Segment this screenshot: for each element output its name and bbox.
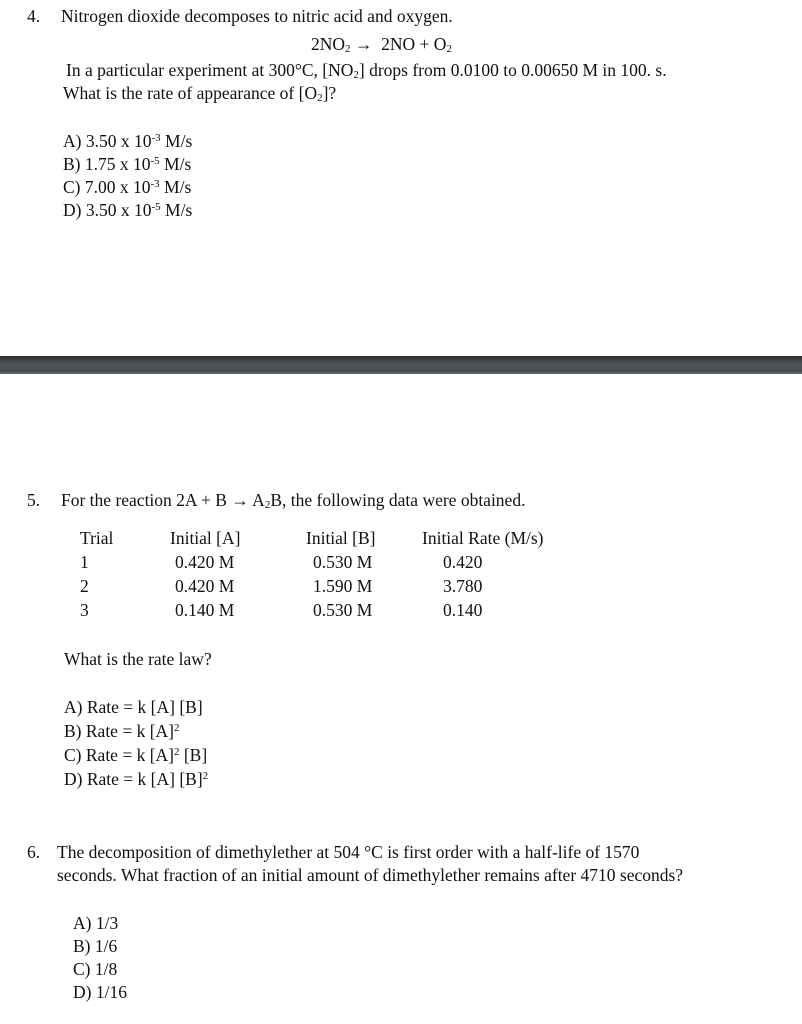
table-cell: 2 [80, 576, 89, 596]
question-prompt: What is the rate of appearance of $[O_2]$? [63, 83, 337, 104]
answer-option: A) 1/3 [73, 913, 119, 933]
question-number: 5. [27, 490, 41, 510]
answer-option: C) Rate = k $[A]^2$ [B] [64, 745, 208, 765]
answer-option: B) Rate = k $[A]^2$ [64, 721, 180, 741]
question-number: 4. [27, 6, 41, 26]
question-number: 6. [27, 842, 41, 862]
table-cell: 0.420 [443, 552, 483, 572]
question-text: For the reaction $2A + B \to A_2B$, the following data were obtained. [61, 490, 526, 511]
page-divider [0, 356, 802, 374]
table-cell: 0.140 M [175, 600, 235, 620]
question-prompt: What is the rate law? [64, 649, 212, 669]
table-cell: 1 [80, 552, 89, 572]
table-cell: 0.530 M [313, 552, 373, 572]
table-cell: 3.780 [443, 576, 483, 596]
chemical-equation: $2NO_2 \to 2NO + O_2$ [311, 34, 452, 55]
answer-option: B) 1.75 x $10^{-5}$ M/s [63, 154, 192, 174]
table-header: Initial [A] [170, 528, 241, 548]
table-cell: 0.140 [443, 600, 483, 620]
answer-option: A) 3.50 x $10^{-3}$ M/s [63, 131, 193, 151]
question-text: seconds. What fraction of an initial amount of dimethylether remains after 4710 seconds? [57, 865, 684, 885]
table-header: Initial [B] [306, 528, 376, 548]
answer-option: D) Rate = k [A] $[B]^2$ [64, 769, 209, 789]
table-header: Initial Rate (M/s) [422, 528, 544, 548]
answer-option: A) Rate = k [A] [B] [64, 697, 203, 717]
table-cell: 0.530 M [313, 600, 373, 620]
question-title: Nitrogen dioxide decomposes to nitric acid and oxygen. [61, 6, 453, 26]
question-text: In a particular experiment at 300°C, $[NO_2]$ drops from 0.0100 to 0.00650 M in 100. s. [66, 60, 667, 81]
table-header: Trial [80, 528, 114, 548]
table-cell: 3 [80, 600, 89, 620]
table-cell: 1.590 M [313, 576, 373, 596]
answer-option: D) 1/16 [73, 982, 127, 1002]
table-cell: 0.420 M [175, 552, 235, 572]
question-text: The decomposition of dimethylether at 504 °C is first order with a half-life of 1570 [57, 842, 640, 862]
answer-option: B) 1/6 [73, 936, 118, 956]
answer-option: C) 7.00 x $10^{-3}$ M/s [63, 177, 192, 197]
answer-option: C) 1/8 [73, 959, 118, 979]
table-cell: 0.420 M [175, 576, 235, 596]
answer-option: D) 3.50 x $10^{-5}$ M/s [63, 200, 193, 220]
